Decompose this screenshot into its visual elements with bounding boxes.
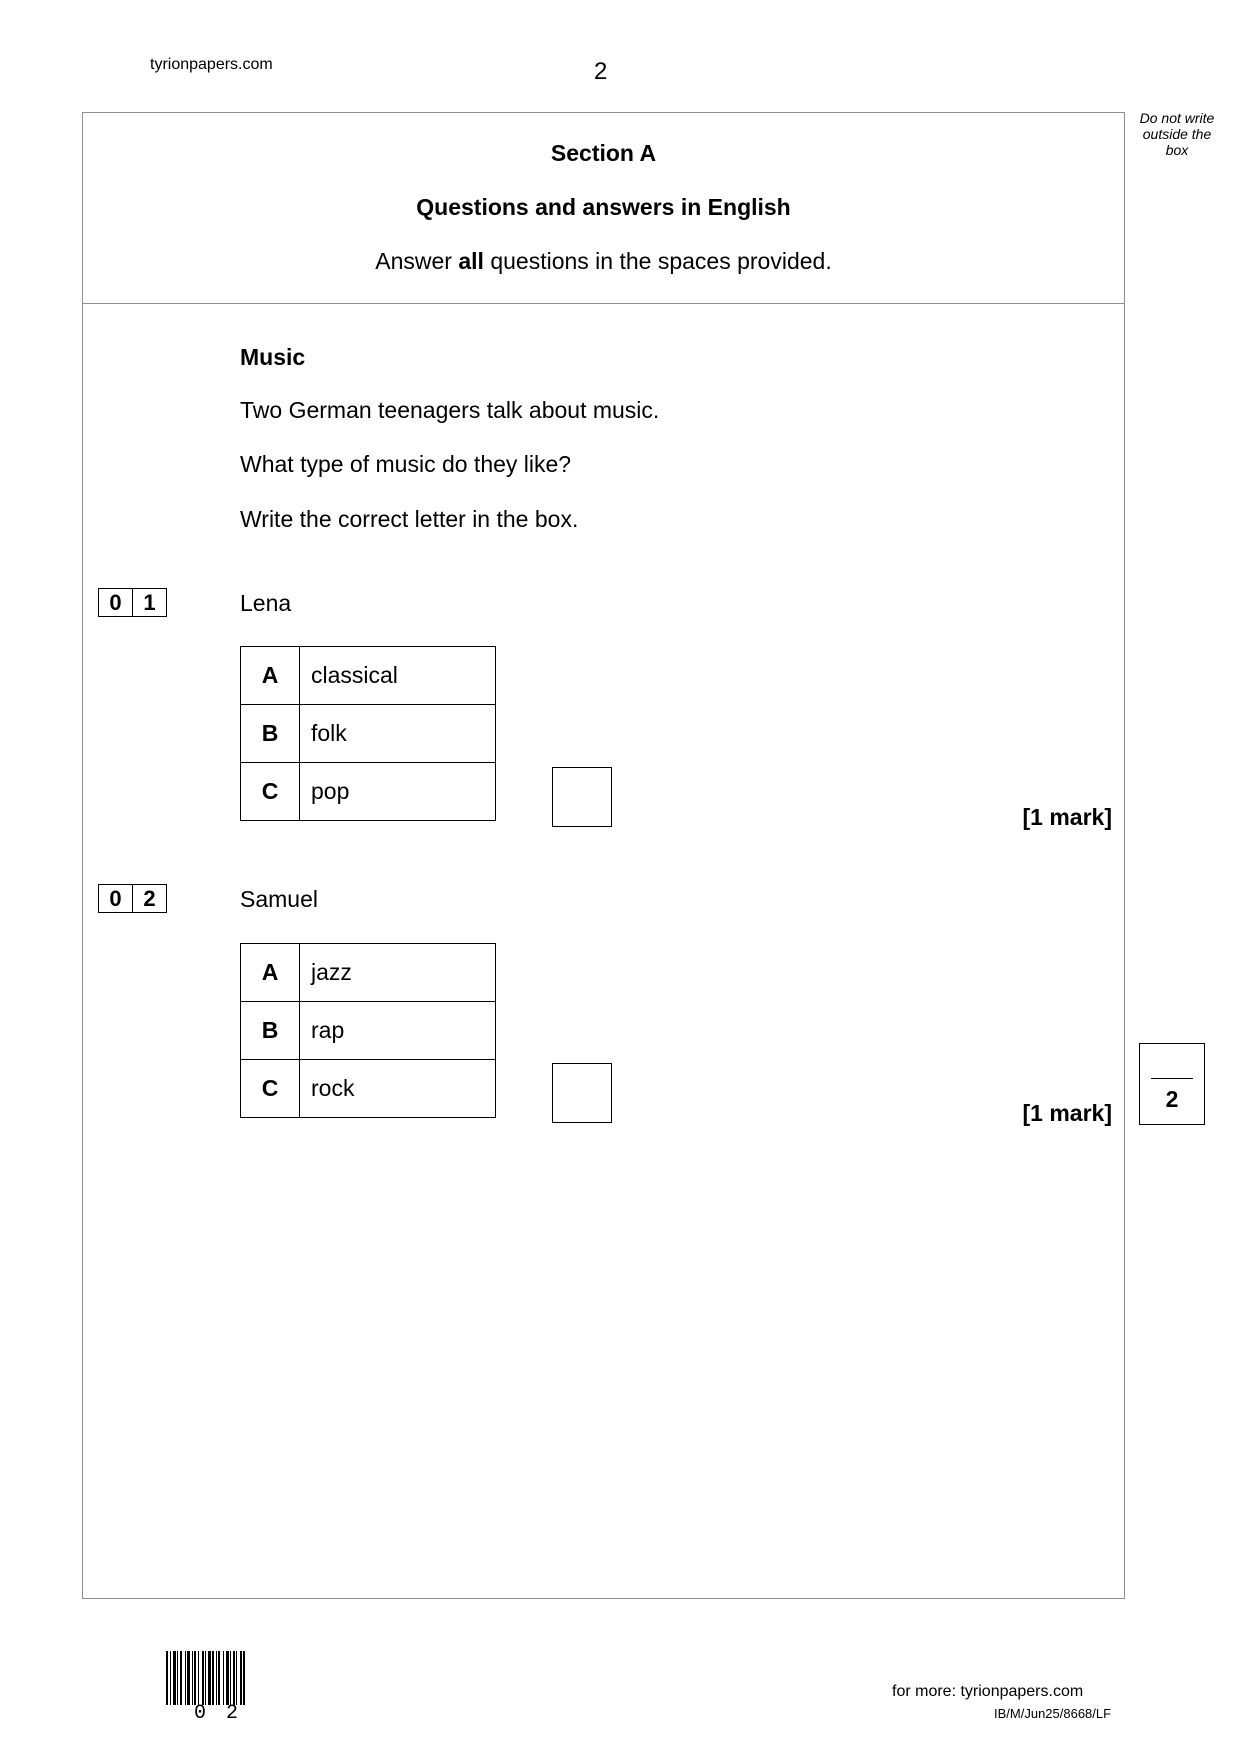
question-name: Samuel — [240, 886, 318, 912]
paper-code: IB/M/Jun25/8668/LF — [994, 1706, 1112, 1721]
option-row — [241, 763, 496, 821]
options-table — [240, 943, 496, 1118]
topic-line: What type of music do they like? — [240, 451, 572, 477]
option-text: classical — [300, 647, 496, 705]
option-row — [241, 944, 496, 1002]
option-row — [241, 647, 496, 705]
mark-label: [1 mark] — [1022, 1100, 1112, 1126]
answer-frame — [82, 112, 1125, 1599]
option-row — [241, 1060, 496, 1118]
question-number-digit: 0 — [109, 886, 122, 911]
option-row — [241, 705, 496, 763]
question-number-digit: 0 — [109, 590, 122, 615]
topic-title: Music — [240, 344, 306, 370]
option-text: pop — [300, 763, 496, 821]
margin-note: Do not write outside the box — [1139, 110, 1215, 158]
question-number-digit: 2 — [132, 885, 166, 912]
footer-more-link[interactable]: for more: tyrionpapers.com — [892, 1683, 1084, 1700]
section-subtitle: Questions and answers in English — [416, 194, 791, 220]
option-letter: A — [241, 647, 300, 705]
option-letter: B — [241, 1002, 300, 1060]
section-header-divider — [82, 303, 1125, 304]
barcode-number: 0 2 — [194, 1702, 243, 1725]
option-text: rap — [300, 1002, 496, 1060]
option-text: folk — [300, 705, 496, 763]
option-letter: A — [241, 944, 300, 1002]
topic-line: Two German teenagers talk about music. — [240, 397, 660, 423]
option-text: rock — [300, 1060, 496, 1118]
question-number — [98, 588, 167, 617]
page-total-value: 2 — [1165, 1086, 1179, 1112]
option-text: jazz — [300, 944, 496, 1002]
option-letter: C — [241, 1060, 300, 1118]
section-title: Section A — [550, 140, 657, 166]
instruction-text: Answer — [375, 248, 459, 274]
question-number-digit: 1 — [132, 589, 166, 616]
instruction-emphasis: all — [458, 248, 484, 274]
answer-box[interactable] — [552, 1063, 612, 1123]
options-table — [240, 646, 496, 821]
topic-line: Write the correct letter in the box. — [240, 506, 579, 532]
option-letter: C — [241, 763, 300, 821]
answer-box[interactable] — [552, 767, 612, 827]
page-total-box — [1139, 1043, 1205, 1125]
question-number — [98, 884, 167, 913]
page-number: 2 — [594, 58, 608, 85]
mark-label: [1 mark] — [1022, 804, 1112, 830]
site-name: tyrionpapers.com — [150, 56, 273, 73]
section-instruction — [82, 248, 1125, 275]
option-letter: B — [241, 705, 300, 763]
barcode — [166, 1651, 278, 1705]
option-row — [241, 1002, 496, 1060]
total-rule — [1151, 1078, 1193, 1079]
question-name: Lena — [240, 590, 292, 616]
instruction-text-end: questions in the spaces provided. — [483, 248, 832, 274]
